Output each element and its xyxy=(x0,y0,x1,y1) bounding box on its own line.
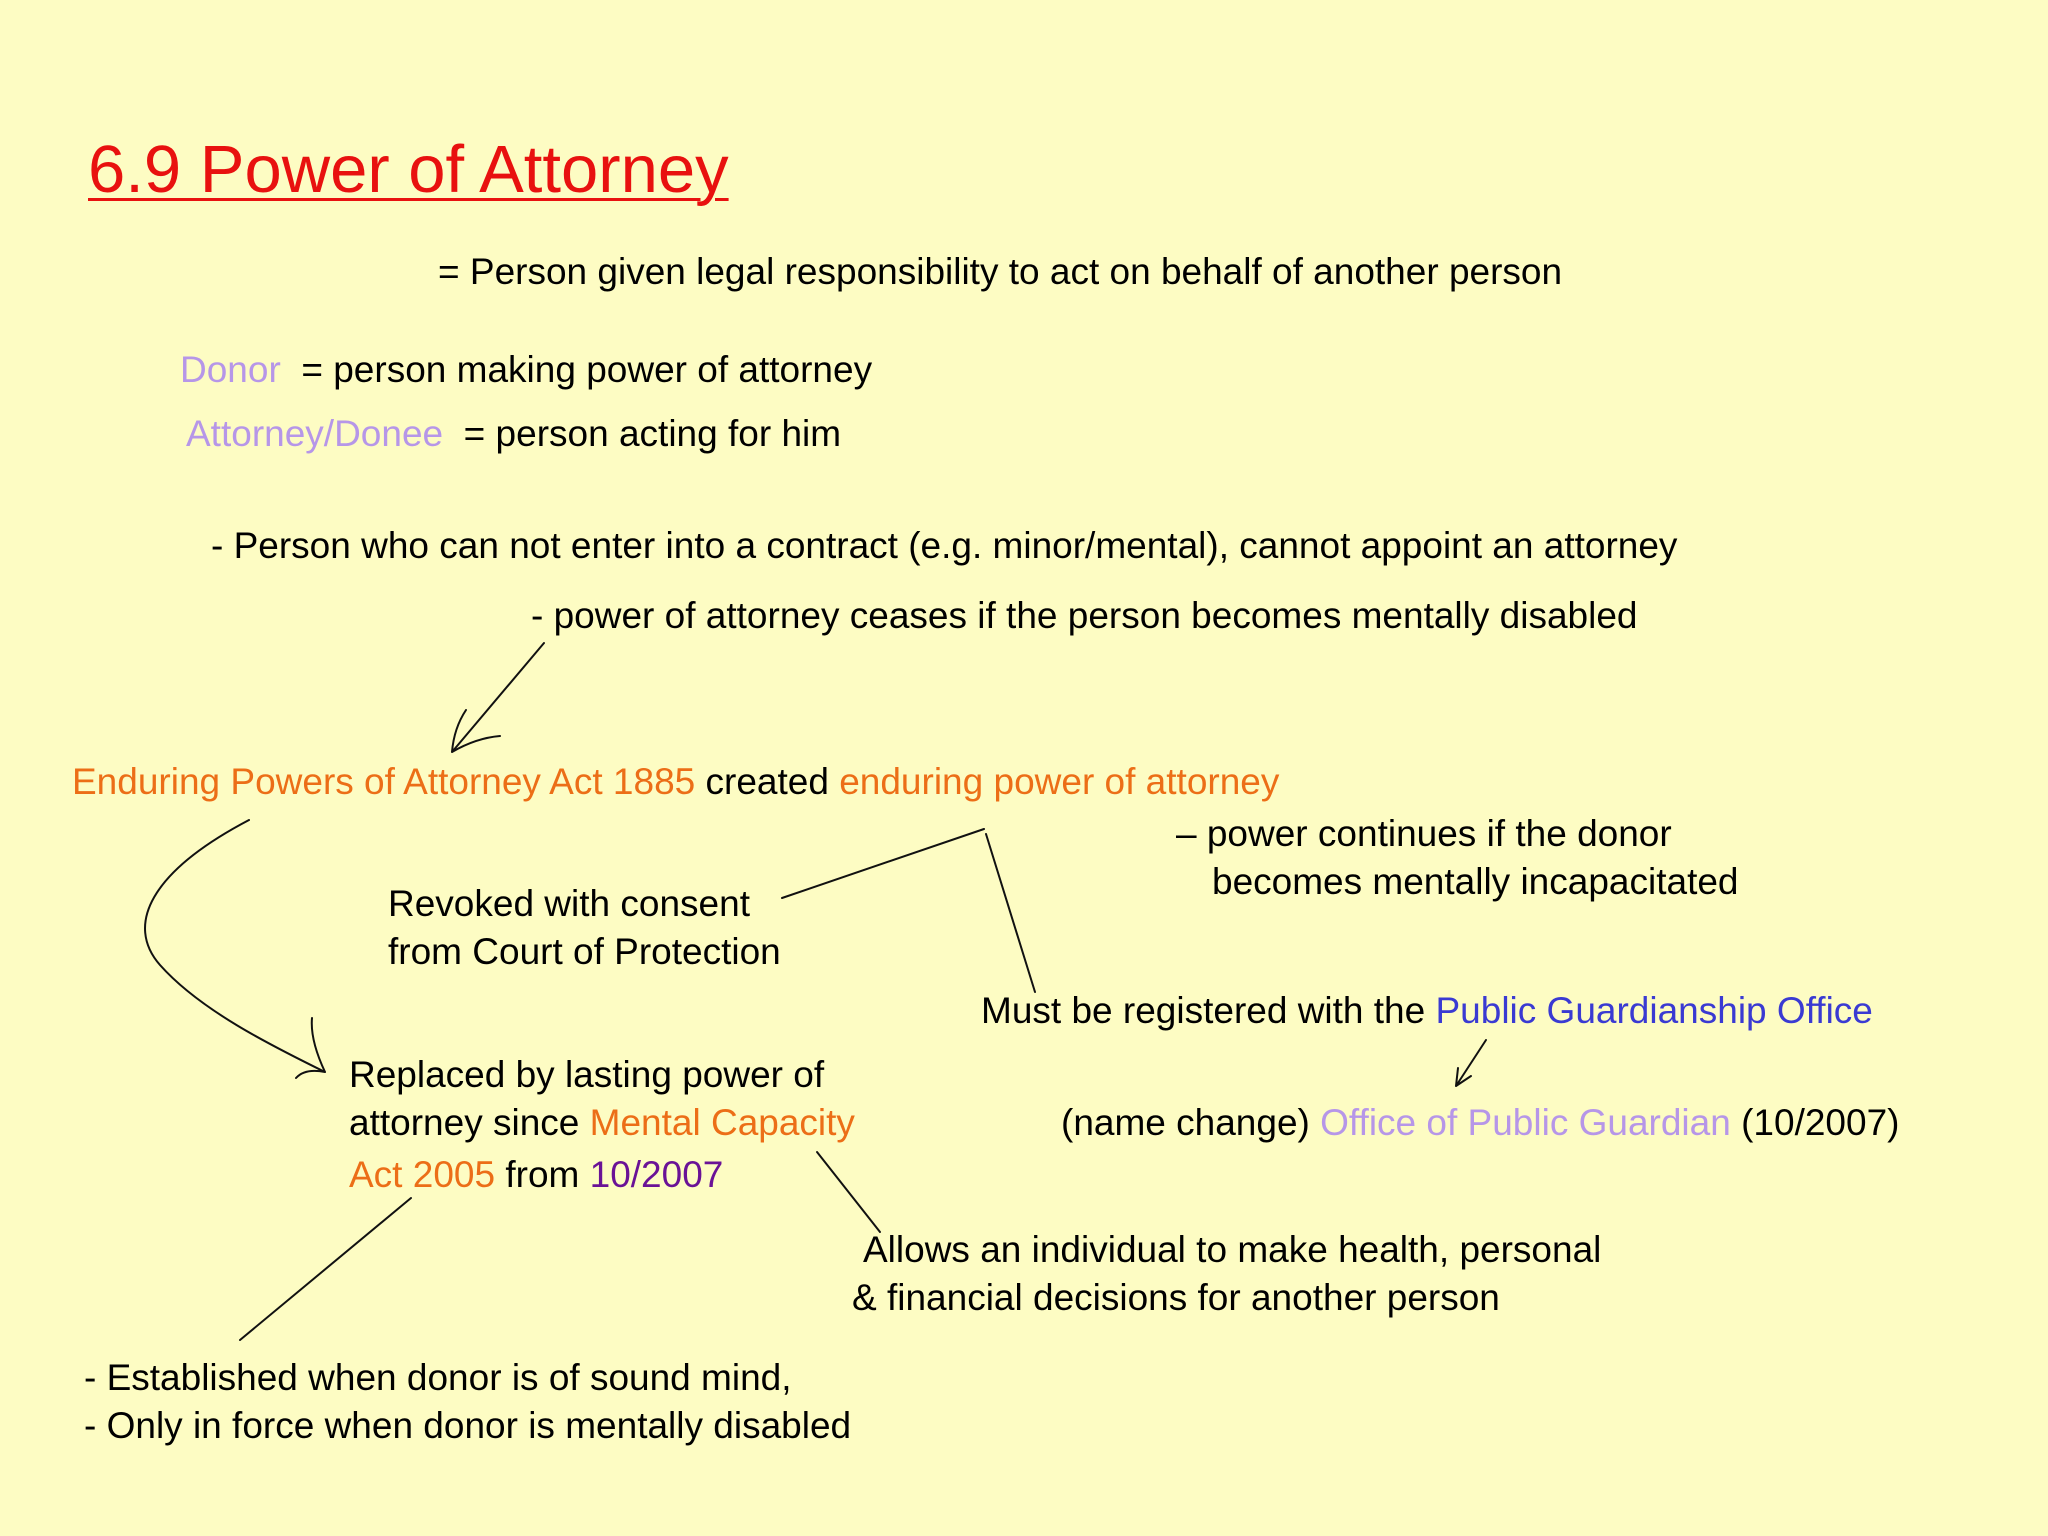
allows-line-2: & financial decisions for another person xyxy=(852,1277,1500,1318)
created-word: created xyxy=(695,761,840,802)
revoked-line-2: from Court of Protection xyxy=(388,931,781,972)
line-lasting-to-allows xyxy=(817,1152,880,1232)
donor-line xyxy=(180,346,872,394)
in-force-note: - Only in force when donor is mentally disabled xyxy=(84,1405,852,1446)
line-revoked-to-epa xyxy=(782,829,984,898)
mental-capacity-act-part1: Mental Capacity xyxy=(589,1102,855,1143)
name-change-prefix: (name change) xyxy=(1061,1102,1321,1143)
cannot-appoint-note: - Person who can not enter into a contract (e.g. minor/mental), cannot appoint an attorney xyxy=(211,525,1678,566)
public-guardianship-office: Public Guardianship Office xyxy=(1435,990,1873,1031)
curved-arrow-act-to-lasting xyxy=(145,820,325,1078)
revoked-line-1: Revoked with consent xyxy=(388,883,750,924)
established-note: - Established when donor is of sound mind, xyxy=(84,1357,792,1398)
name-change-date: (10/2007) xyxy=(1730,1102,1900,1143)
continues-line-2: becomes mentally incapacitated xyxy=(1212,861,1739,902)
attorney-definition: = person acting for him xyxy=(463,413,842,454)
enduring-act-name: Enduring Powers of Attorney Act 1885 xyxy=(72,761,696,802)
lasting-since: attorney since xyxy=(349,1102,590,1143)
lasting-date: 10/2007 xyxy=(589,1154,724,1195)
arrow-office-rename xyxy=(1456,1040,1486,1086)
ceases-note: - power of attorney ceases if the person becomes mentally disabled xyxy=(531,595,1638,636)
registered-line xyxy=(981,987,1873,1035)
definition-text: = Person given legal responsibility to act on behalf of another person xyxy=(438,251,1563,292)
attorney-term: Attorney/Donee xyxy=(186,413,444,454)
allows-line-1: Allows an individual to make health, personal xyxy=(863,1229,1602,1270)
name-change-line xyxy=(1061,1099,1899,1147)
office-of-public-guardian: Office of Public Guardian xyxy=(1320,1102,1731,1143)
arrow-ceases-to-act xyxy=(452,643,544,752)
lasting-from: from xyxy=(495,1154,590,1195)
attorney-line xyxy=(186,410,841,458)
continues-line-1: – power continues if the donor xyxy=(1176,813,1672,854)
line-epa-to-registered xyxy=(986,834,1035,992)
lasting-line-2 xyxy=(349,1099,855,1147)
mental-capacity-act-part2: Act 2005 xyxy=(349,1154,496,1195)
lasting-line-3 xyxy=(349,1151,723,1199)
donor-definition: = person making power of attorney xyxy=(301,349,873,390)
lasting-line-1: Replaced by lasting power of xyxy=(349,1054,825,1095)
enduring-power-term: enduring power of attorney xyxy=(839,761,1280,802)
registered-prefix: Must be registered with the xyxy=(981,990,1436,1031)
enduring-act-line xyxy=(72,758,1279,806)
page-title: 6.9 Power of Attorney xyxy=(88,132,729,207)
donor-term: Donor xyxy=(180,349,281,390)
line-lasting-to-established xyxy=(240,1198,411,1340)
